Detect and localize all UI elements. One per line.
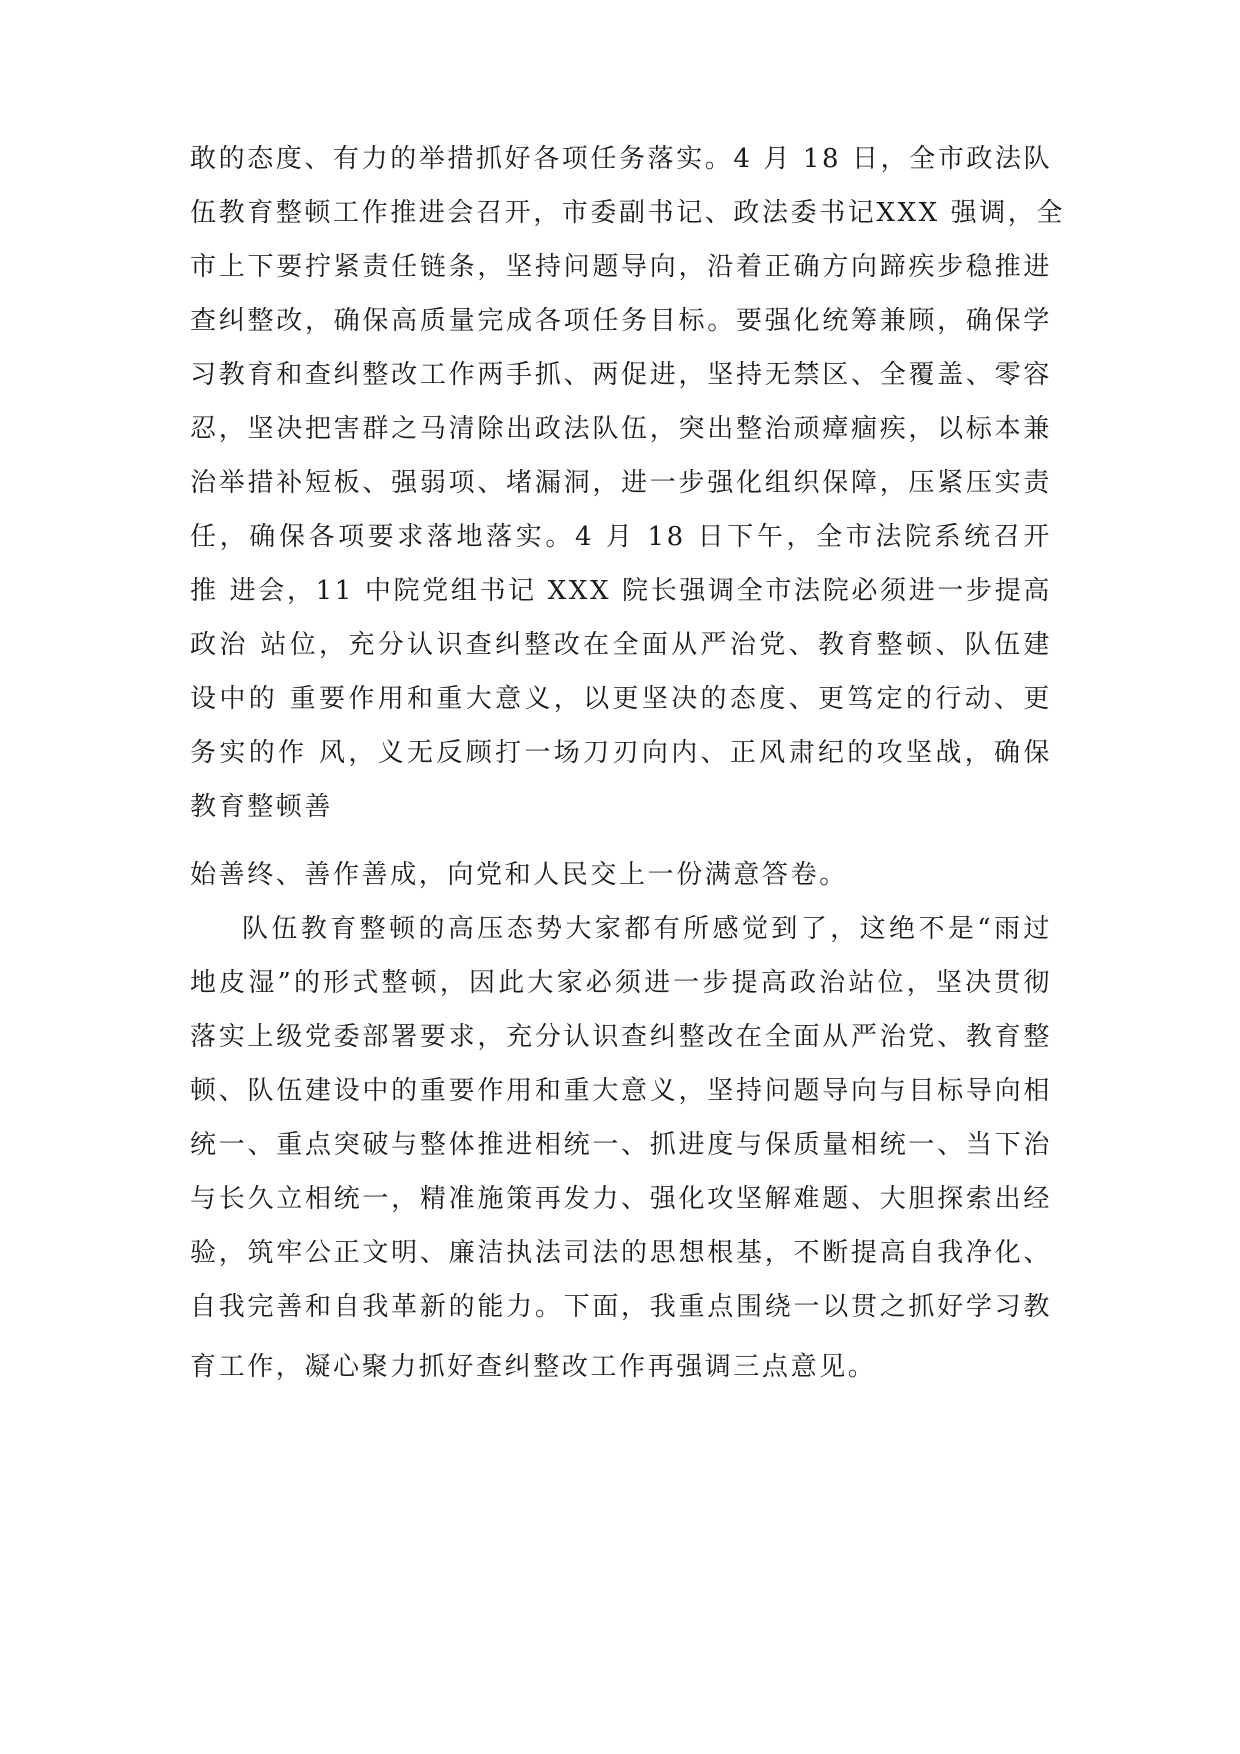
paragraph-3-line-5: 统一、重点突破与整体推进相统一、抓进度与保质量相统一、当下治 <box>190 1130 1052 1160</box>
paragraph-1-line-2: 伍教育整顿工作推进会召开，市委副书记、政法委书记XXX 强调，全 <box>190 198 1065 228</box>
paragraph-1-line-5: 习教育和查纠整改工作两手抓、两促进，坚持无禁区、全覆盖、零容 <box>190 360 1052 390</box>
paragraph-3-line-6: 与长久立相统一，精准施策再发力、强化攻坚解难题、大胆探索出经 <box>190 1184 1052 1214</box>
paragraph-3-line-7: 验，筑牢公正文明、廉洁执法司法的思想根基，不断提高自我净化、 <box>190 1238 1052 1268</box>
paragraph-1-line-3: 市上下要拧紧责任链条，坚持问题导向，沿着正确方向蹄疾步稳推进 <box>190 252 1052 282</box>
paragraph-3-line-1: 队伍教育整顿的高压态势大家都有所感觉到了，这绝不是“雨过 <box>242 914 1052 944</box>
paragraph-1-line-6: 忍，坚决把害群之马清除出政法队伍，突出整治顽瘴痼疾，以标本兼 <box>190 414 1052 444</box>
paragraph-1-line-4: 查纠整改，确保高质量完成各项任务目标。要强化统筹兼顾，确保学 <box>190 306 1052 336</box>
paragraph-3-line-2: 地皮湿”的形式整顿，因此大家必须进一步提高政治站位，坚决贯彻 <box>190 968 1052 998</box>
paragraph-1-line-8: 任，确保各项要求落地落实。4 月 18 日下午，全市法院系统召开 <box>190 522 1052 552</box>
paragraph-1-line-7: 治举措补短板、强弱项、堵漏洞，进一步强化组织保障，压紧压实责 <box>190 468 1052 498</box>
paragraph-3-line-8: 自我完善和自我革新的能力。下面，我重点围绕一以贯之抓好学习教 <box>190 1292 1052 1322</box>
paragraph-1-line-9: 推 进会，11 中院党组书记 XXX 院长强调全市法院必须进一步提高 <box>190 576 1052 606</box>
paragraph-3-line-4: 顿、队伍建设中的重要作用和重大意义，坚持问题导向与目标导向相 <box>190 1076 1052 1106</box>
paragraph-3-line-3: 落实上级党委部署要求，充分认识查纠整改在全面从严治党、教育整 <box>190 1022 1052 1052</box>
paragraph-1-line-12: 务实的作 风，义无反顾打一场刀刃向内、正风肃纪的攻坚战，确保 <box>190 738 1052 768</box>
paragraph-1-line-1: 敢的态度、有力的举措抓好各项任务落实。4 月 18 日，全市政法队 <box>190 144 1053 174</box>
paragraph-2-line-1: 始善终、善作善成，向党和人民交上一份满意答卷。 <box>190 860 848 890</box>
paragraph-1-line-11: 设中的 重要作用和重大意义，以更坚决的态度、更笃定的行动、更 <box>190 684 1052 714</box>
paragraph-1-line-10: 政治 站位，充分认识查纠整改在全面从严治党、教育整顿、队伍建 <box>190 630 1052 660</box>
paragraph-1-line-13: 教育整顿善 <box>190 792 334 822</box>
paragraph-3-line-9: 育工作，凝心聚力抓好查纠整改工作再强调三点意见。 <box>190 1352 877 1382</box>
